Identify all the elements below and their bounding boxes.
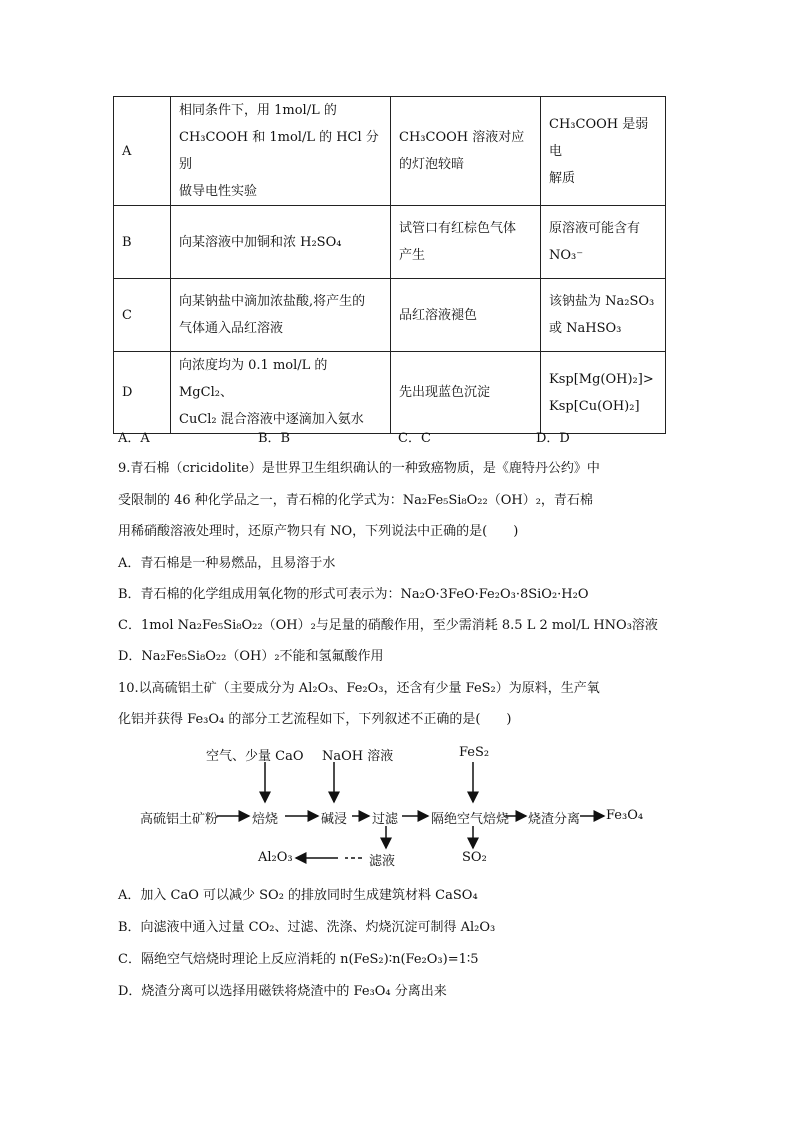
flow-start: 高硫铝土矿粉 <box>140 812 219 827</box>
phenomenon-cell <box>391 206 541 279</box>
operation-cell <box>171 352 391 434</box>
q9-stem-line: 受限制的 46 种化学品之一，青石棉的化学式为：Na₂Fe₅Si₈O₂₂（OH）₂，青石棉 <box>118 493 593 508</box>
experiment-table <box>113 96 666 434</box>
cell-line: 该钠盐为 Na₂SO₃ <box>549 294 655 309</box>
cell-line: 向某钠盐中滴加浓盐酸,将产生的 <box>179 294 366 309</box>
q10-stem-line: 10.以高硫铝土矿（主要成分为 Al₂O₃、Fe₂O₃，还含有少量 FeS₂）为原料，生产氧 <box>118 681 600 696</box>
cell-line: 的灯泡较暗 <box>399 157 465 172</box>
q9-option-d: D．Na₂Fe₅Si₈O₂₂（OH）₂不能和氢氟酸作用 <box>118 649 384 664</box>
q10-option-a: A．加入 CaO 可以减少 SO₂ 的排放同时生成建筑材料 CaSO₄ <box>118 888 478 903</box>
q10-option-d: D．烧渣分离可以选择用磁铁将烧渣中的 Fe₃O₄ 分离出来 <box>118 984 447 999</box>
cell-line: 向浓度均为 0.1 mol/L 的 MgCl₂、 <box>179 358 328 400</box>
phenomenon-cell <box>391 352 541 434</box>
row-label: A <box>114 97 171 206</box>
flow-step3: 过滤 <box>372 812 399 827</box>
q9-option-c: C．1mol Na₂Fe₅Si₈O₂₂（OH）₂与足量的硝酸作用，至少需消耗 8.5 L 2 mol/L HNO₃溶液 <box>118 618 658 633</box>
flow-al2o3: Al₂O₃ <box>258 850 293 865</box>
table-row <box>114 206 666 279</box>
cell-line: 品红溶液褪色 <box>399 307 478 323</box>
q9-option-b: B．青石棉的化学组成用氧化物的形式可表示为：Na₂O·3FeO·Fe₂O₃·8SiO₂·H₂O <box>118 587 589 602</box>
q8-option-d: D．D <box>536 431 570 446</box>
cell-line: 产生 <box>399 248 426 263</box>
flow-input3: FeS₂ <box>459 745 490 760</box>
cell-line: CH₃COOH 溶液对应 <box>399 130 525 145</box>
cell-line: 先出现蓝色沉淀 <box>399 385 491 400</box>
row-label: B <box>114 206 171 279</box>
cell-line: 或 NaHSO₃ <box>549 321 622 336</box>
flow-arrows <box>0 740 794 870</box>
q8-option-a: A．A <box>118 431 150 446</box>
process-flow-diagram <box>0 740 794 870</box>
table-row <box>114 352 666 434</box>
cell-line: CH₃COOH 和 1mol/L 的 HCl 分别 <box>179 130 379 172</box>
row-label: C <box>114 279 171 352</box>
cell-line: 做导电性实验 <box>179 184 258 199</box>
flow-step1: 焙烧 <box>252 812 279 827</box>
operation-cell <box>171 97 391 206</box>
conclusion-cell <box>541 206 666 279</box>
table-row <box>114 97 666 206</box>
flow-step4: 隔绝空气焙烧 <box>431 812 510 827</box>
q9-option-a: A．青石棉是一种易燃品，且易溶于水 <box>118 556 336 571</box>
operation-cell <box>171 206 391 279</box>
flow-input2: NaOH 溶液 <box>322 749 394 764</box>
flow-input1: 空气、少量 CaO <box>206 749 304 764</box>
cell-line: Ksp[Mg(OH)₂]> <box>549 371 654 387</box>
conclusion-cell <box>541 97 666 206</box>
cell-line: Ksp[Cu(OH)₂] <box>549 398 640 414</box>
cell-line: NO₃⁻ <box>549 248 584 263</box>
q8-option-c: C．C <box>398 431 431 446</box>
q10-stem-line: 化铝并获得 Fe₃O₄ 的部分工艺流程如下，下列叙述不正确的是( ) <box>118 712 512 727</box>
flow-product: Fe₃O₄ <box>606 808 644 823</box>
conclusion-cell <box>541 279 666 352</box>
flow-so2: SO₂ <box>462 850 487 865</box>
cell-line: CH₃COOH 是弱电 <box>549 116 649 159</box>
q9-stem-line: 用稀硝酸溶液处理时，还原产物只有 NO，下列说法中正确的是( ) <box>118 524 519 539</box>
q10-option-c: C．隔绝空气焙烧时理论上反应消耗的 n(FeS₂)∶n(Fe₂O₃)=1∶5 <box>118 952 479 967</box>
table-row <box>114 279 666 352</box>
cell-line: 气体通入品红溶液 <box>179 321 284 336</box>
cell-line: 原溶液可能含有 <box>549 221 641 236</box>
flow-filtrate: 滤液 <box>369 854 396 869</box>
q10-option-b: B．向滤液中通入过量 CO₂、过滤、洗涤、灼烧沉淀可制得 Al₂O₃ <box>118 920 496 935</box>
flow-step2: 碱浸 <box>321 812 348 827</box>
cell-line: CuCl₂ 混合溶液中逐滴加入氨水 <box>179 412 364 427</box>
cell-line: 试管口有红棕色气体 <box>399 221 517 236</box>
q8-option-b: B．B <box>258 431 291 446</box>
phenomenon-cell <box>391 97 541 206</box>
phenomenon-cell <box>391 279 541 352</box>
cell-line: 向某溶液中加铜和浓 H₂SO₄ <box>179 234 342 250</box>
operation-cell <box>171 279 391 352</box>
conclusion-cell <box>541 352 666 434</box>
flow-step5: 烧渣分离 <box>528 812 581 827</box>
cell-line: 解质 <box>549 170 576 186</box>
row-label: D <box>114 352 171 434</box>
cell-line: 相同条件下，用 1mol/L 的 <box>179 103 337 118</box>
q9-stem-line: 9.青石棉（cricidolite）是世界卫生组织确认的一种致癌物质，是《鹿特丹公约》中 <box>118 461 600 476</box>
